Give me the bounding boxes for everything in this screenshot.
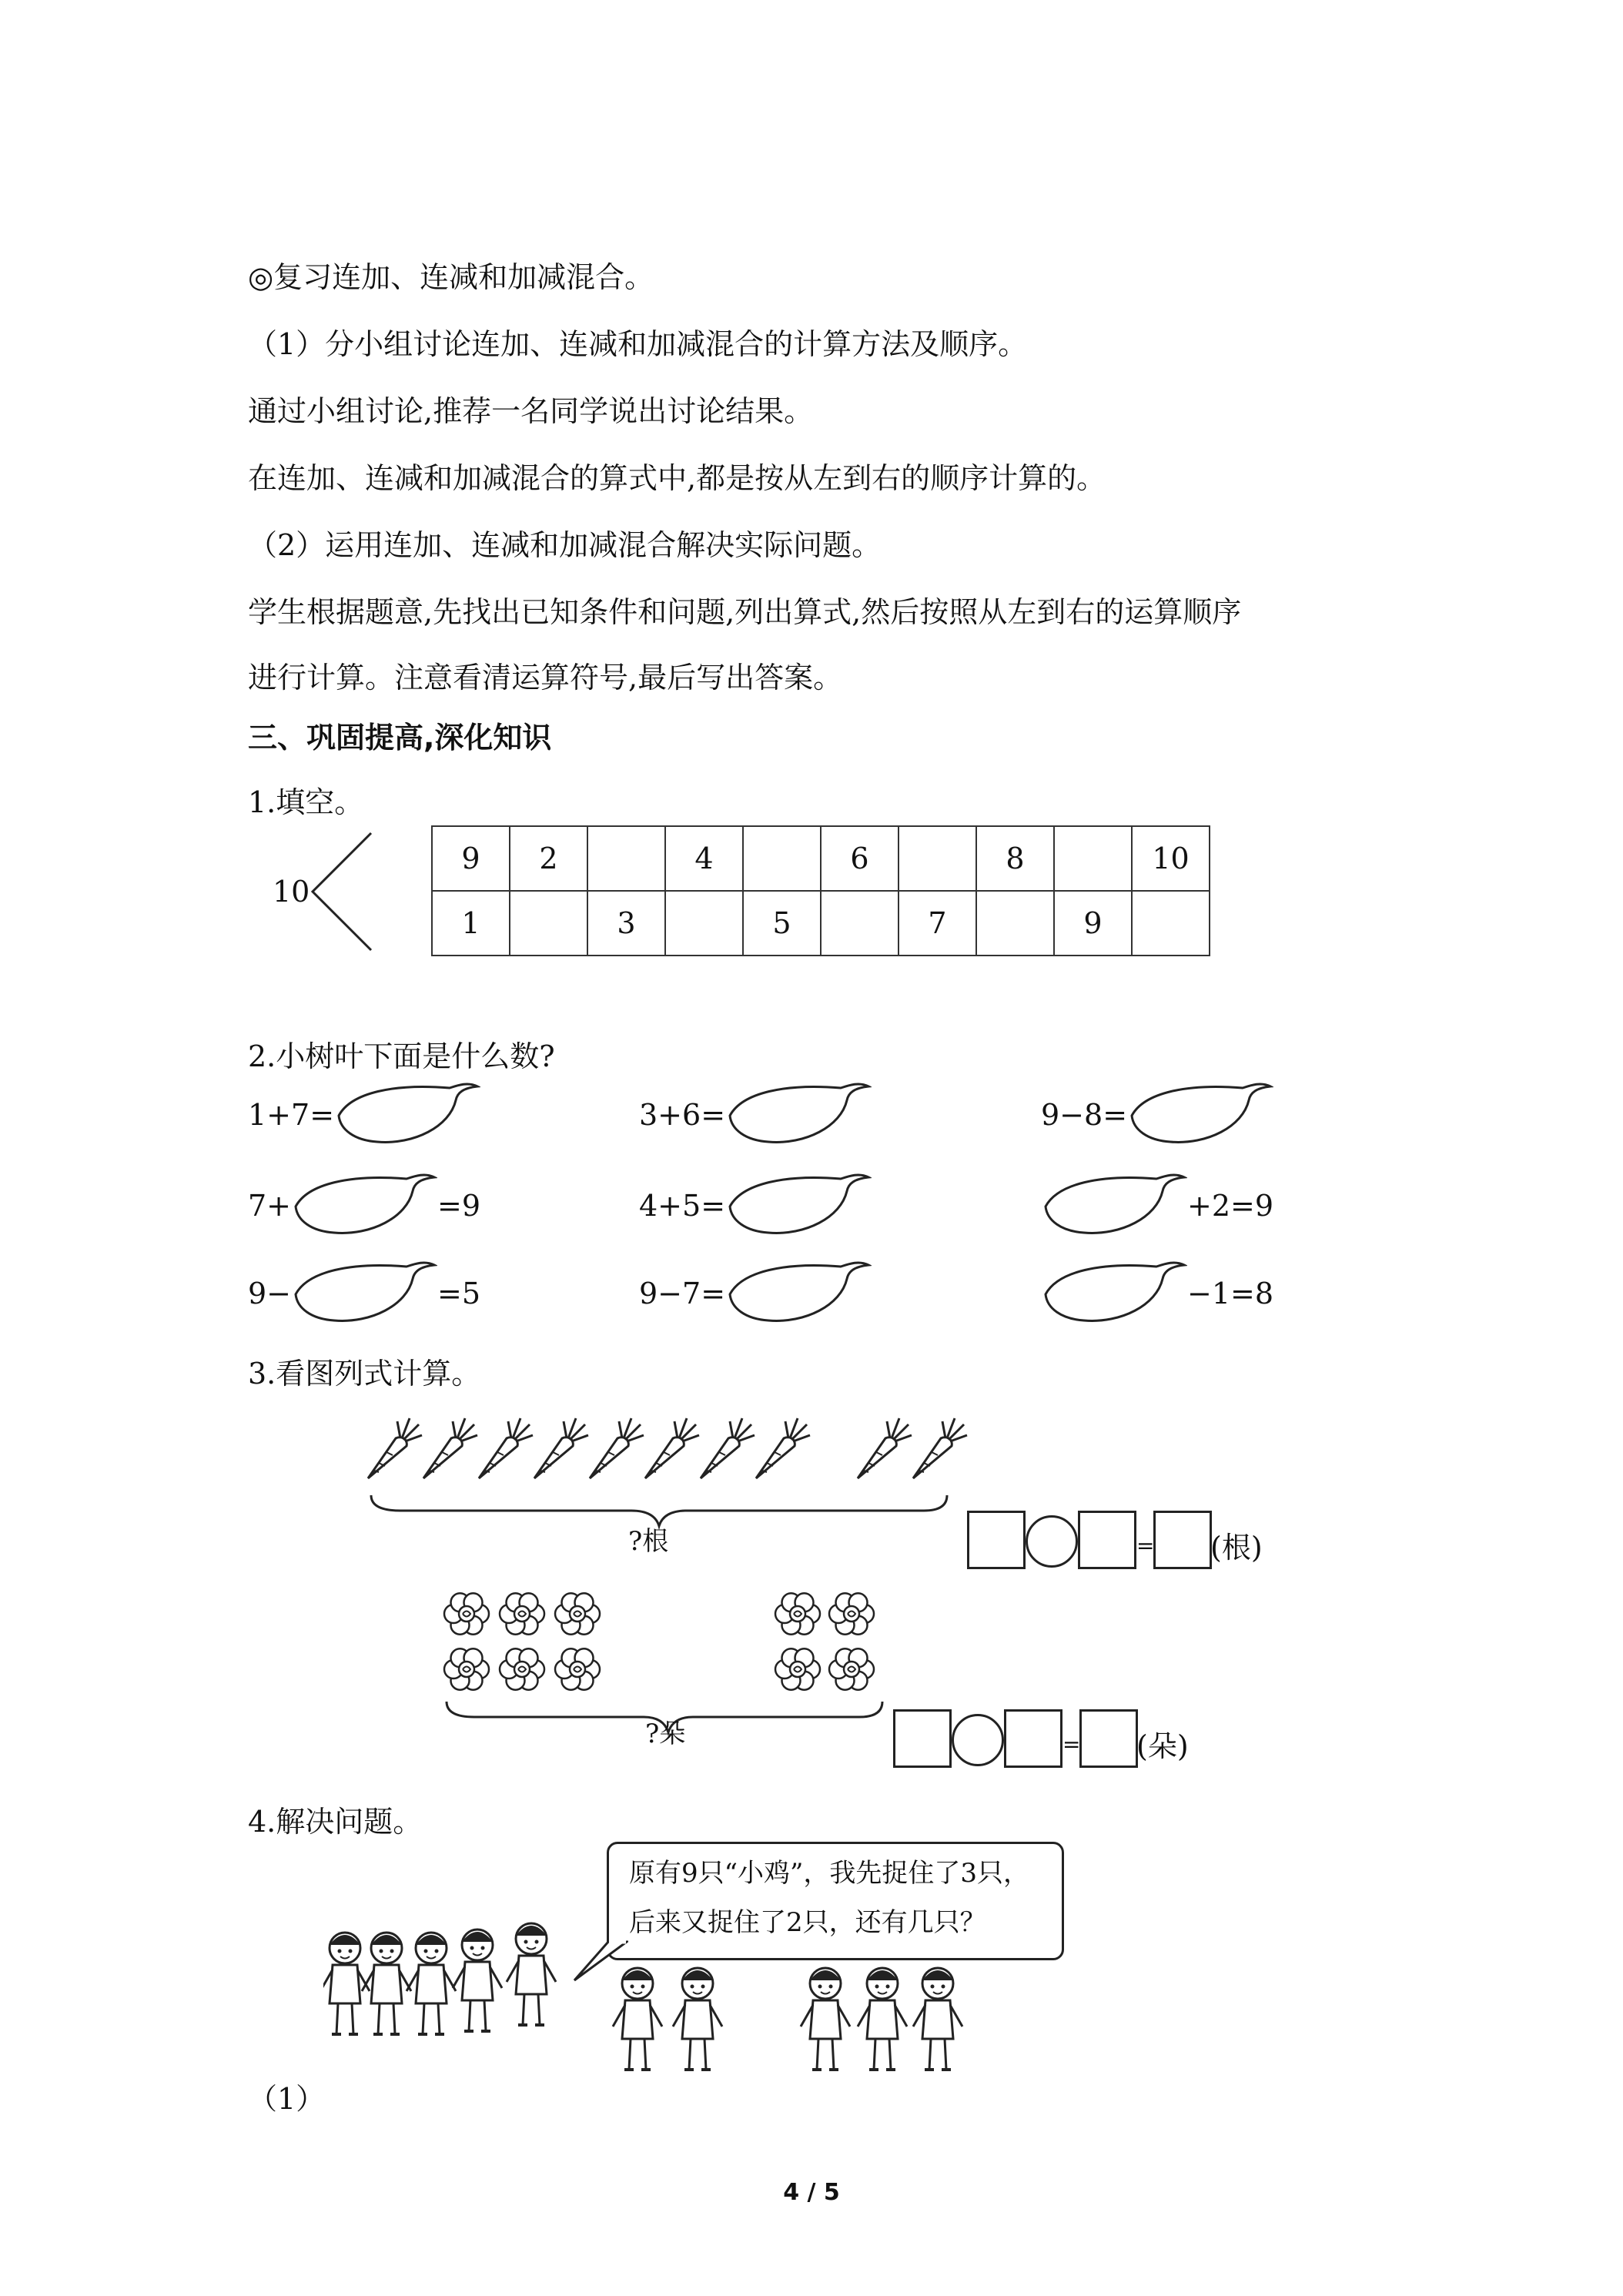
equation-suffix: =9	[437, 1189, 481, 1223]
q1-total-number: 10	[273, 875, 310, 909]
table-row	[432, 891, 1210, 956]
flower-icon	[829, 1648, 874, 1689]
carrot-icon	[423, 1418, 477, 1478]
flower-icon	[444, 1593, 489, 1634]
top-cell[interactable]: 4	[665, 826, 743, 891]
equation-prefix: 9−7=	[639, 1277, 726, 1310]
answer-box[interactable]	[967, 1511, 1026, 1569]
flower-icon	[555, 1593, 600, 1634]
equation-suffix: =5	[437, 1277, 481, 1310]
carrot-icon	[858, 1418, 912, 1478]
answer-box[interactable]	[1004, 1709, 1062, 1768]
answer-label-1: （1）	[248, 2082, 326, 2116]
leaf-icon[interactable]	[1041, 1173, 1187, 1239]
leaf-icon[interactable]	[725, 1173, 872, 1239]
split-branch-lines	[308, 830, 377, 953]
bottom-cell[interactable]: 5	[743, 891, 821, 956]
operator-circle[interactable]	[952, 1714, 1004, 1766]
paragraph-7: 进行计算。注意看清运算符号,最后写出答案。	[248, 661, 843, 694]
bottom-cell[interactable]: 3	[587, 891, 665, 956]
q4-title: 4.解决问题。	[248, 1805, 423, 1839]
bottom-cell[interactable]: 7	[899, 891, 976, 956]
speech-line-2: 后来又捉住了2只，还有几只？	[629, 1907, 986, 1938]
top-cell[interactable]	[899, 826, 976, 891]
equation-suffix: +2=9	[1187, 1189, 1274, 1223]
q3-title: 3.看图列式计算。	[248, 1357, 481, 1391]
leaf-equation	[639, 1255, 872, 1332]
leaf-icon[interactable]	[291, 1260, 437, 1327]
equation-prefix: 3+6=	[639, 1098, 726, 1132]
leaf-equation	[639, 1167, 872, 1244]
carrot-icon	[368, 1418, 422, 1478]
carrot-picture	[354, 1411, 986, 1534]
answer-box[interactable]	[1079, 1709, 1138, 1768]
carrot-icon	[590, 1418, 644, 1478]
top-cell[interactable]: 2	[510, 826, 587, 891]
top-cell[interactable]: 6	[821, 826, 899, 891]
leaf-icon[interactable]	[1041, 1260, 1187, 1327]
equation-suffix: −1=8	[1187, 1277, 1274, 1310]
paragraph-1: ◎复习连加、连减和加减混合。	[248, 260, 654, 294]
bottom-cell[interactable]: 9	[1054, 891, 1132, 956]
flower-icon	[829, 1593, 874, 1634]
table-row	[432, 826, 1210, 891]
flower-question-label: ?朵	[645, 1719, 686, 1749]
page-number: 4 / 5	[783, 2179, 840, 2206]
flower-icon	[775, 1593, 820, 1634]
child-figure	[362, 1933, 411, 2034]
paragraph-3: 通过小组讨论,推荐一名同学说出讨论结果。	[248, 394, 814, 428]
carrot-icon	[479, 1418, 533, 1478]
equation-prefix: 9−	[248, 1277, 292, 1310]
leaf-equation	[1041, 1076, 1273, 1153]
bottom-cell[interactable]: 1	[432, 891, 510, 956]
carrot-icon	[756, 1418, 810, 1478]
equals-sign: =	[1136, 1533, 1155, 1558]
flower-icon	[555, 1648, 600, 1689]
carrot-icon	[701, 1418, 755, 1478]
bottom-cell[interactable]	[1132, 891, 1210, 956]
child-figure	[913, 1968, 962, 2070]
q2-title: 2.小树叶下面是什么数?	[248, 1039, 555, 1073]
answer-box[interactable]	[1153, 1511, 1212, 1569]
child-figure	[407, 1933, 456, 2034]
leaf-equation	[248, 1255, 480, 1332]
carrot-icon	[913, 1418, 967, 1478]
flower-icon	[775, 1648, 820, 1689]
child-figure	[507, 1923, 556, 2025]
leaf-icon[interactable]	[1127, 1082, 1273, 1148]
speech-line-1: 原有9只“小鸡”，我先捉住了3只，	[629, 1858, 1030, 1889]
carrot-equation	[967, 1511, 1290, 1572]
leaf-icon[interactable]	[334, 1082, 480, 1148]
operator-circle[interactable]	[1026, 1515, 1078, 1568]
child-figure	[323, 1933, 370, 2034]
top-cell[interactable]: 9	[432, 826, 510, 891]
child-figure	[673, 1968, 722, 2070]
top-cell[interactable]: 10	[1132, 826, 1210, 891]
paragraph-6: 学生根据题意,先找出已知条件和问题,列出算式,然后按照从左到右的运算顺序	[248, 595, 1242, 629]
child-figure	[453, 1930, 502, 2031]
child-figure	[801, 1968, 850, 2070]
leaf-equation	[248, 1167, 480, 1244]
section-heading: 三、巩固提高,深化知识	[248, 721, 552, 755]
bottom-cell[interactable]	[510, 891, 587, 956]
leaf-equation	[1041, 1167, 1273, 1244]
child-figure	[613, 1968, 662, 2070]
bottom-cell[interactable]	[821, 891, 899, 956]
flower-icon	[500, 1648, 544, 1689]
carrot-question-label: ?根	[628, 1526, 669, 1557]
top-cell[interactable]: 8	[976, 826, 1054, 891]
carrot-icon	[645, 1418, 699, 1478]
flower-icon	[500, 1593, 544, 1634]
paragraph-5: （2）运用连加、连减和加减混合解决实际问题。	[248, 528, 882, 562]
answer-box[interactable]	[1078, 1511, 1136, 1569]
unit-label: (根)	[1210, 1531, 1263, 1565]
paragraph-2: （1）分小组讨论连加、连减和加减混合的计算方法及顺序。	[248, 327, 1028, 361]
leaf-equation	[639, 1076, 872, 1153]
paragraph-4: 在连加、连减和加减混合的算式中,都是按从左到右的顺序计算的。	[248, 461, 1106, 495]
child-figure	[858, 1968, 907, 2070]
leaf-equation	[1041, 1255, 1273, 1332]
equals-sign: =	[1062, 1732, 1081, 1757]
leaf-equation	[248, 1076, 480, 1153]
q1-title: 1.填空。	[248, 785, 364, 819]
top-cell[interactable]	[743, 826, 821, 891]
equation-prefix: 4+5=	[639, 1189, 726, 1223]
unit-label: (朵)	[1136, 1729, 1189, 1763]
leaf-icon[interactable]	[725, 1260, 872, 1327]
leaf-icon[interactable]	[725, 1082, 872, 1148]
answer-box[interactable]	[893, 1709, 952, 1768]
top-cell[interactable]	[587, 826, 665, 891]
brace	[371, 1495, 947, 1526]
flower-equation	[893, 1709, 1216, 1771]
equation-prefix: 1+7=	[248, 1098, 335, 1132]
number-split-table	[431, 825, 1210, 956]
top-cell[interactable]	[1054, 826, 1132, 891]
flower-icon	[444, 1648, 489, 1689]
equation-prefix: 9−8=	[1041, 1098, 1128, 1132]
bottom-cell[interactable]	[665, 891, 743, 956]
children-picture	[323, 1917, 1032, 2087]
bottom-cell[interactable]	[976, 891, 1054, 956]
equation-prefix: 7+	[248, 1189, 292, 1223]
leaf-icon[interactable]	[291, 1173, 437, 1239]
carrot-icon	[534, 1418, 588, 1478]
